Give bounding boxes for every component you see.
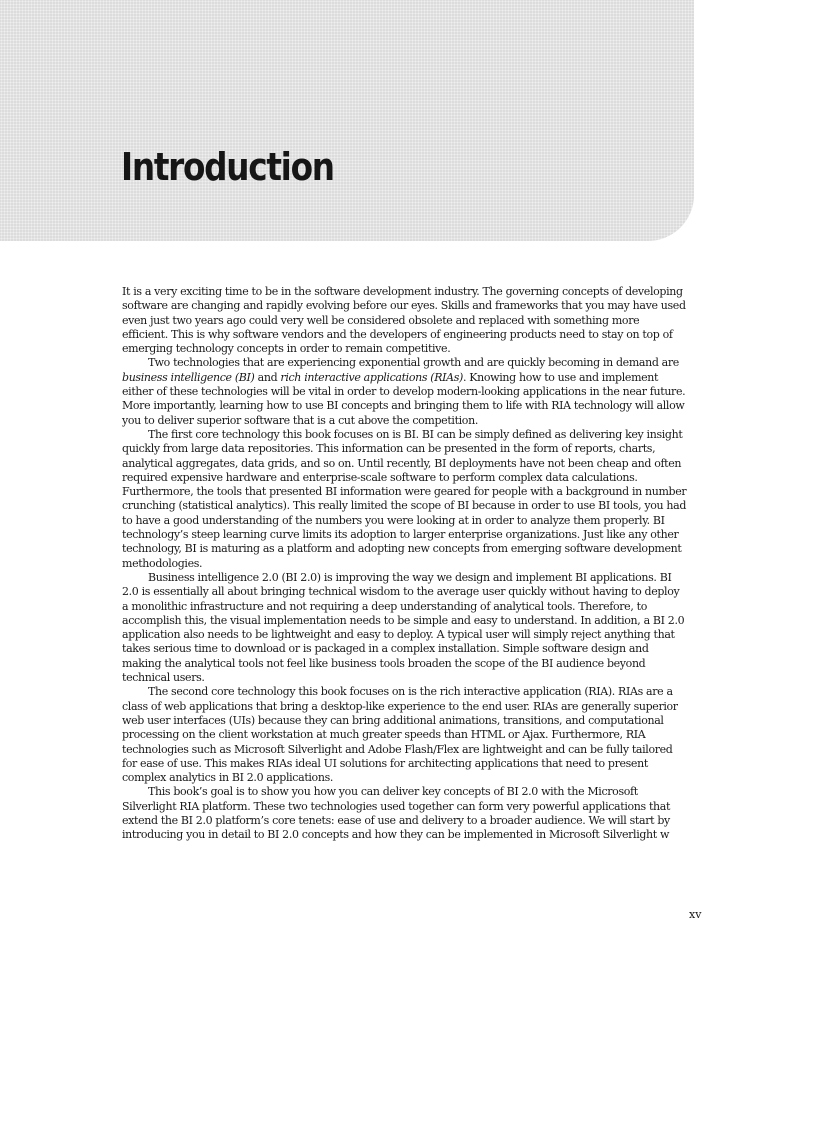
paragraph-2-before: Two technologies that are experiencing exponential growth and are quickly becoming in demand are bbox=[148, 356, 679, 370]
term-rich-interactive-applications: rich interactive applications (RIAs) bbox=[280, 370, 463, 384]
chapter-title: Introduction bbox=[121, 145, 334, 189]
paragraph-6: This book’s goal is to show you how you can deliver key concepts of BI 2.0 with the Microsoft Silverlight RIA platform. These two technologies used together can form very powerful applications that extend the BI 2.0 platform’s core tenets: ease of use and delivery to a broader audience. We will start by introducing you in detail to BI 2.0 concepts and how they can be implemented in Microsoft Silverlight w bbox=[122, 785, 671, 842]
chapter-header-band bbox=[0, 0, 694, 241]
paragraph-2-between: and bbox=[254, 370, 281, 384]
paragraph-5: The second core technology this book focuses on is the rich interactive application (RIA). RIAs are a class of web applications that bring a desktop-like experience to the end user. RIAs are generally superior web user interfaces (UIs) because they can bring additional animations, transitions, and computational processing on the client workstation at much greater speeds than HTML or Ajax. Furthermore, RIA technologies such as Microsoft Silverlight and Adobe Flash/Flex are lightweight and can be fully tailored for ease of use. This makes RIAs ideal UI solutions for architecting applications that need to present complex analytics in BI 2.0 applications. bbox=[122, 685, 678, 785]
body-text bbox=[122, 285, 688, 843]
term-business-intelligence: business intelligence (BI) bbox=[122, 370, 255, 384]
paragraph-2-after: . Knowing how to use and implement either of these technologies will be vital in order to develop modern-looking applications in the near future. More importantly, learning how to use BI concepts and bringing them to life with RIA technology will allow you to deliver superior software that is a cut above the competition. bbox=[122, 370, 686, 427]
paragraph-1: It is a very exciting time to be in the software development industry. The governing concepts of developing software are changing and rapidly evolving before our eyes. Skills and frameworks that you may have used even just two years ago could very well be considered obsolete and replaced with something more efficient. This is why software vendors and the developers of engineering products need to stay on top of emerging technology concepts in order to remain competitive. bbox=[122, 285, 686, 356]
page-number: xv bbox=[689, 908, 702, 921]
paragraph-4: Business intelligence 2.0 (BI 2.0) is improving the way we design and implement BI applications. BI 2.0 is essentially all about bringing technical wisdom to the average user quickly without having to deploy a monolithic infrastructure and not requiring a deep understanding of analytical tools. Therefore, to accomplish this, the visual implementation needs to be simple and easy to understand. In addition, a BI 2.0 application also needs to be lightweight and easy to deploy. A typical user will simply reject anything that takes serious time to download or is packaged in a complex installation. Simple software design and making the analytical tools not feel like business tools broaden the scope of the BI audience beyond technical users. bbox=[122, 570, 685, 685]
paragraph-2 bbox=[122, 356, 688, 427]
paragraph-3: The first core technology this book focuses on is BI. BI can be simply defined as delivering key insight quickly from large data repositories. This information can be presented in the form of reports, charts, analytical aggregates, data grids, and so on. Until recently, BI deployments have not been cheap and often required expensive hardware and enterprise-scale software to perform complex data calculations. Furthermore, the tools that presented BI information were geared for people with a background in number crunching (statistical analytics). This really limited the scope of BI because in order to use BI tools, you had to have a good understanding of the numbers you were looking at in order to analyze them properly. BI technology’s steep learning curve limits its adoption to larger enterprise organizations. Just like any other technology, BI is maturing as a platform and adopting new concepts from emerging software development methodologies. bbox=[122, 427, 687, 570]
